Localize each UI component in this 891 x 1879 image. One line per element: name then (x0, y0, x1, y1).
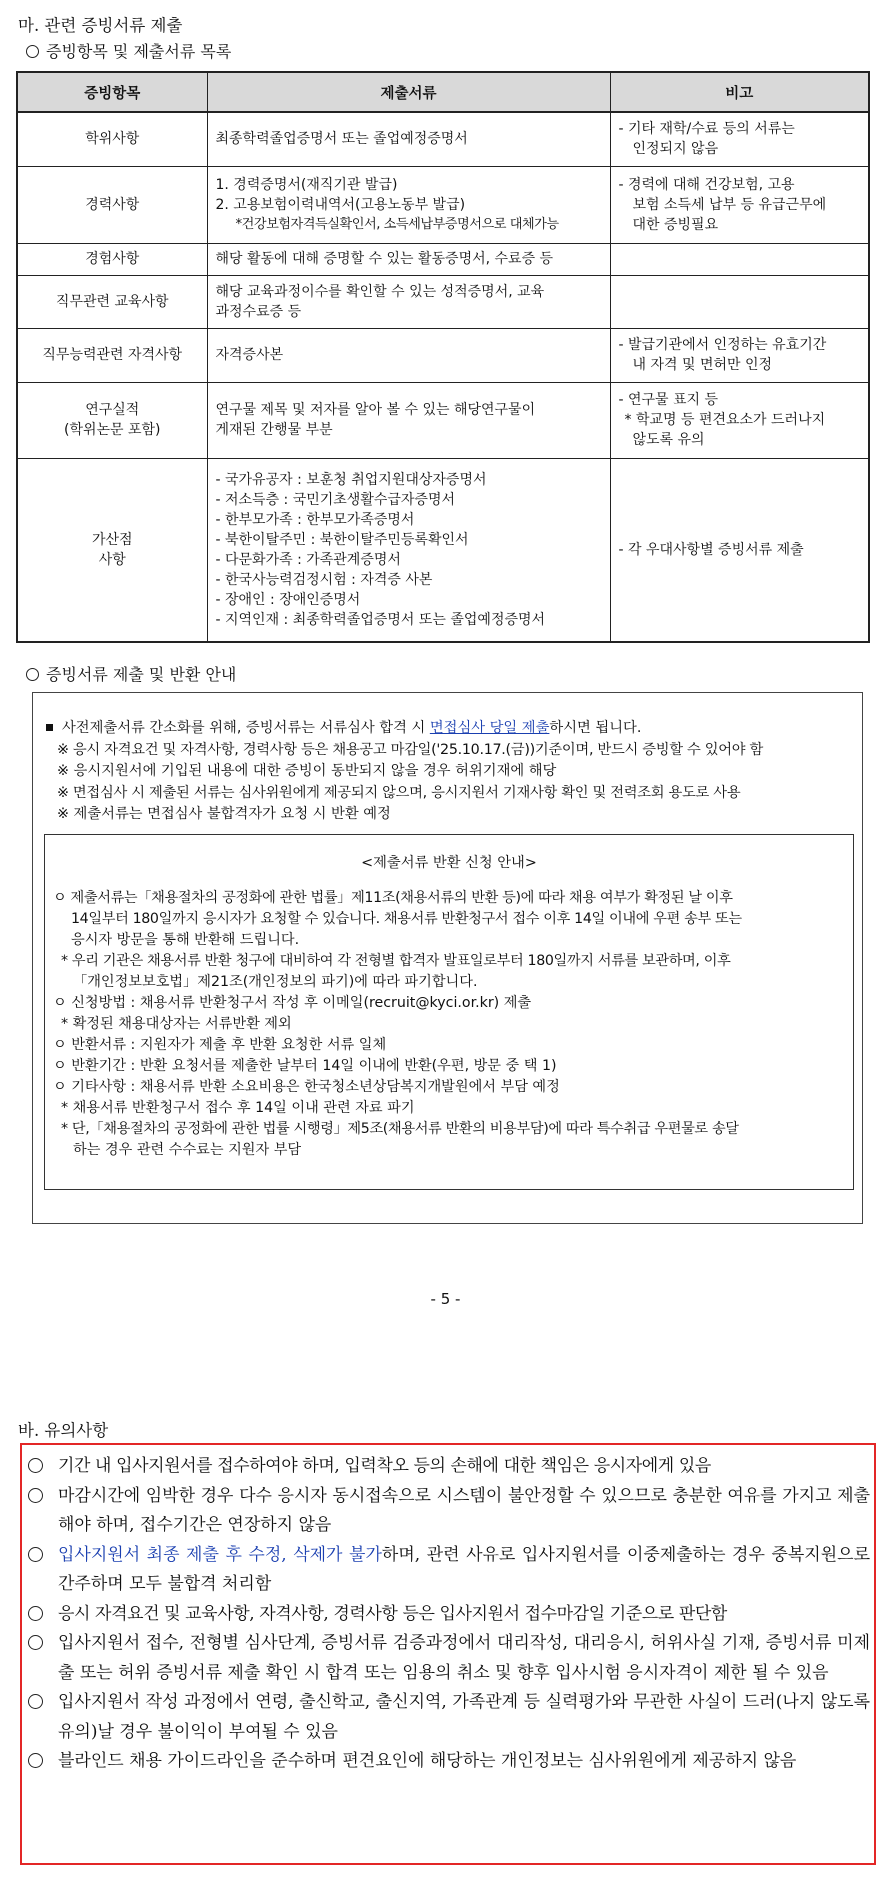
return-line: ㅇ 반환기간 : 반환 요청서를 제출한 날부터 14일 이내에 반환(우편, 방문 중 택 1) (53, 1058, 557, 1074)
list-item: 입사지원서 최종 제출 후 수정, 삭제가 불가하며, 관련 사유로 입사지원서를 이중제출하는 경우 중복지원으로 간주하며 모두 불합격 처리함 (28, 1541, 870, 1600)
table-row (17, 458, 869, 642)
list-item: 블라인드 채용 가이드라인을 준수하며 편견요인에 해당하는 개인정보는 심사위원에게 제공하지 않음 (28, 1747, 870, 1777)
section-ma-subtitle (26, 39, 231, 62)
item-cell: 학위사항 (17, 112, 207, 166)
no-edit-notice: 입사지원서 최종 제출 후 수정, 삭제가 불가 (58, 1544, 382, 1565)
list-item: 응시 자격요건 및 교육사항, 자격사항, 경력사항 등은 입사지원서 접수마감일 기준으로 판단함 (28, 1600, 870, 1630)
item-cell: 직무능력관련 자격사항 (17, 328, 207, 382)
note-cell (610, 243, 869, 275)
header-docs: 제출서류 (207, 72, 610, 112)
table-row (17, 382, 869, 458)
item-cell: 경력사항 (17, 166, 207, 243)
item-cell: 직무관련 교육사항 (17, 275, 207, 328)
header-note: 비고 (610, 72, 869, 112)
submit-guide-subtitle (26, 662, 236, 685)
note-cell: - 각 우대사항별 증빙서류 제출 (610, 458, 869, 642)
item-cell: 가산점 사항 (17, 458, 207, 642)
submit-notes (45, 718, 860, 826)
page-number: - 5 - (430, 1290, 461, 1308)
return-line: 「개인정보보호법」제21조(개인정보의 파기)에 따라 파기합니다. (73, 974, 478, 990)
return-line: 하는 경우 관련 수수료는 지원자 부담 (73, 1142, 302, 1158)
circle-bullet-icon (28, 1547, 43, 1562)
return-line: ㅇ 제출서류는「채용절차의 공정화에 관한 법률」제11조(채용서류의 반환 등)에 따라 채용 여부가 확정된 날 이후 (53, 890, 733, 906)
docs-cell: 최종학력졸업증명서 또는 졸업예정증명서 (207, 112, 610, 166)
circle-bullet-icon (28, 1606, 43, 1621)
circle-bullet-icon (28, 1753, 43, 1768)
circle-bullet-icon (28, 1635, 43, 1650)
return-guide-title: <제출서류 반환 신청 안내> (361, 855, 537, 871)
evidence-table (16, 71, 870, 643)
note-cell: - 경력에 대해 건강보험, 고용 보험 소득세 납부 등 유급근무에 대한 증빙필요 (610, 166, 869, 243)
table-row (17, 166, 869, 243)
note-line: ※ 면접심사 시 제출된 서류는 심사위원에게 제공되지 않으며, 응시지원서 기재사항 확인 및 전력조회 용도로 사용 (57, 784, 741, 801)
subtitle-text: 증빙서류 제출 및 반환 안내 (46, 665, 237, 684)
circle-bullet-icon (26, 668, 39, 681)
circle-bullet-icon (26, 45, 39, 58)
caution-list (28, 1452, 870, 1777)
list-item: 마감시간에 임박한 경우 다수 응시자 동시접속으로 시스템이 불안정할 수 있으므로 충분한 여유를 가지고 제출해야 하며, 접수기간은 연장하지 않음 (28, 1482, 870, 1541)
table-row (17, 112, 869, 166)
return-line: * 단,「채용절차의 공정화에 관한 법률 시행령」제5조(채용서류 반환의 비용부담)에 따라 특수취급 우편물로 송달 (61, 1121, 739, 1137)
table-row (17, 243, 869, 275)
interview-day-link: 면접심사 당일 제출 (429, 720, 550, 736)
note-cell (610, 275, 869, 328)
docs-cell: - 국가유공자 : 보훈청 취업지원대상자증명서 - 저소득층 : 국민기초생활수급자증명서 - 한부모가족 : 한부모가족증명서 - 북한이탈주민 : 북한이탈주민등록확인서 - 다문화가족 : 가족관계증명서 - 한국사능력검정시험 : 자격증 사본 - 장애인 : 장애인증명서 - 지역인재 : 최종학력졸업증명서 또는 졸업예정증명서 (207, 458, 610, 642)
item-cell: 연구실적 (학위논문 포함) (17, 382, 207, 458)
note-line: ※ 응시지원서에 기입된 내용에 대한 증빙이 동반되지 않을 경우 허위기재에 해당 (57, 763, 557, 779)
section-ma-title: 마. 관련 증빙서류 제출 (18, 16, 183, 35)
return-guide-text (53, 888, 848, 1161)
return-line: 응시자 방문을 통해 반환해 드립니다. (71, 932, 300, 948)
note-cell: - 발급기관에서 인정하는 유효기간 내 자격 및 면허만 인정 (610, 328, 869, 382)
docs-cell: 연구물 제목 및 저자를 알아 볼 수 있는 해당연구물이 게재된 간행물 부분 (207, 382, 610, 458)
docs-cell: 해당 교육과정이수를 확인할 수 있는 성적증명서, 교육 과정수료증 등 (207, 275, 610, 328)
return-line: * 우리 기관은 채용서류 반환 청구에 대비하여 각 전형별 합격자 발표일로부터 180일까지 서류를 보관하며, 이후 (61, 953, 731, 969)
circle-bullet-icon (28, 1694, 43, 1709)
header-item: 증빙항목 (17, 72, 207, 112)
list-item: 입사지원서 작성 과정에서 연령, 출신학교, 출신지역, 가족관계 등 실력평가와 무관한 사실이 드러(나지 않도록 유의)날 경우 불이익이 부여될 수 있음 (28, 1688, 870, 1747)
section-ba-title: 바. 유의사항 (18, 1421, 109, 1440)
circle-bullet-icon (28, 1488, 43, 1503)
list-item: 기간 내 입사지원서를 접수하여야 하며, 입력착오 등의 손해에 대한 책임은 응시자에게 있음 (28, 1452, 870, 1482)
table-row (17, 328, 869, 382)
item-cell: 경험사항 (17, 243, 207, 275)
docs-cell: 자격증사본 (207, 328, 610, 382)
return-line: ㅇ 기타사항 : 채용서류 반환 소요비용은 한국청소년상담복지개발원에서 부담 예정 (53, 1079, 560, 1095)
subtitle-text: 증빙항목 및 제출서류 목록 (46, 42, 232, 61)
note-cell: - 기타 재학/수료 등의 서류는 인정되지 않음 (610, 112, 869, 166)
return-line: 14일부터 180일까지 응시자가 요청할 수 있습니다. 채용서류 반환청구서 접수 이후 14일 이내에 우편 송부 또는 (71, 911, 742, 927)
square-bullet-icon (46, 724, 53, 731)
note-cell: - 연구물 표지 등 * 학교명 등 편견요소가 드러나지 않도록 유의 (610, 382, 869, 458)
docs-cell: 1. 경력증명서(재직기관 발급) 2. 고용보험이력내역서(고용노동부 발급) *건강보험자격득실확인서, 소득세납부증명서으로 대체가능 (207, 166, 610, 243)
return-line: ㅇ 반환서류 : 지원자가 제출 후 반환 요청한 서류 일체 (53, 1037, 387, 1053)
table-row (17, 275, 869, 328)
circle-bullet-icon (28, 1458, 43, 1473)
main-notice: 사전제출서류 간소화를 위해, 증빙서류는 서류심사 합격 시 면접심사 당일 제출하시면 됩니다. (45, 718, 860, 740)
return-line: * 채용서류 반환청구서 접수 후 14일 이내 관련 자료 파기 (61, 1100, 415, 1116)
docs-cell: 해당 활동에 대해 증명할 수 있는 활동증명서, 수료증 등 (207, 243, 610, 275)
list-item: 입사지원서 접수, 전형별 심사단계, 증빙서류 검증과정에서 대리작성, 대리응시, 허위사실 기재, 증빙서류 미제출 또는 허위 증빙서류 제출 확인 시 합격 또는 임용의 취소 및 향후 입사시험 응시자격이 제한 될 수 있음 (28, 1629, 870, 1688)
return-line: ㅇ 신청방법 : 채용서류 반환청구서 작성 후 이메일(recruit@kyci.or.kr) 제출 (53, 995, 532, 1011)
note-line: ※ 제출서류는 면접심사 불합격자가 요청 시 반환 예정 (57, 806, 391, 822)
return-line: * 확정된 채용대상자는 서류반환 제외 (61, 1016, 292, 1032)
note-line: ※ 응시 자격요건 및 자격사항, 경력사항 등은 채용공고 마감일('25.10.17.(금))기준이며, 반드시 증빙할 수 있어야 함 (57, 741, 764, 758)
